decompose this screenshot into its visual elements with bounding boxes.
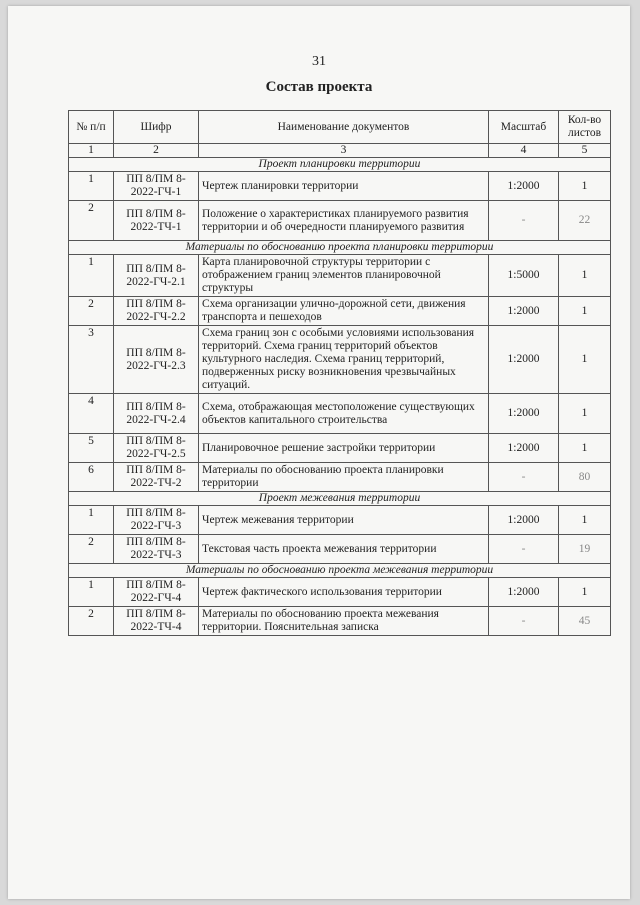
sheet-count: 22 [559, 201, 611, 241]
index-cell: 4 [489, 144, 559, 158]
sheet-count: 1 [559, 506, 611, 535]
sheet-count: 1 [559, 255, 611, 297]
section-title: Материалы по обоснованию проекта межевания территории [69, 564, 611, 578]
sheet-count: 45 [559, 607, 611, 636]
document-name: Текстовая часть проекта межевания территории [199, 535, 489, 564]
document-name: Схема организации улично-дорожной сети, движения транспорта и пешеходов [199, 297, 489, 326]
section-row [69, 564, 611, 578]
table-row [69, 578, 611, 607]
sheet-count: 1 [559, 394, 611, 434]
document-scale: 1:2000 [489, 172, 559, 201]
table-body [69, 144, 611, 636]
section-row [69, 492, 611, 506]
document-scale: 1:5000 [489, 255, 559, 297]
row-number: 1 [69, 578, 114, 607]
table-row [69, 297, 611, 326]
page-title: Состав проекта [265, 79, 373, 95]
row-number: 2 [69, 535, 114, 564]
sheet-count: 1 [559, 297, 611, 326]
header-count: Кол-во листов [559, 111, 611, 144]
row-number: 1 [69, 172, 114, 201]
document-name: Карта планировочной структуры территории с отображением границ элементов планировочной структуры [199, 255, 489, 297]
document-scale: 1:2000 [489, 297, 559, 326]
table-row [69, 201, 611, 241]
row-number: 1 [69, 255, 114, 297]
document-code: ПП 8/ПМ 8-2022-ГЧ-4 [114, 578, 199, 607]
section-row [69, 241, 611, 255]
document-name: Материалы по обоснованию проекта межевания территории. Пояснительная записка [199, 607, 489, 636]
column-index-row [69, 144, 611, 158]
table-row [69, 394, 611, 434]
index-cell: 5 [559, 144, 611, 158]
table-row [69, 535, 611, 564]
row-number: 5 [69, 434, 114, 463]
document-name: Положение о характеристиках планируемого развития территории и об очередности планируемого развития [199, 201, 489, 241]
table-row [69, 434, 611, 463]
header-code: Шифр [114, 111, 199, 144]
document-code: ПП 8/ПМ 8-2022-ГЧ-3 [114, 506, 199, 535]
header-num: № п/п [69, 111, 114, 144]
document-code: ПП 8/ПМ 8-2022-ТЧ-1 [114, 201, 199, 241]
page-number: 31 [312, 54, 326, 69]
row-number: 1 [69, 506, 114, 535]
section-row [69, 158, 611, 172]
index-cell: 2 [114, 144, 199, 158]
document-name: Чертеж планировки территории [199, 172, 489, 201]
table-row [69, 255, 611, 297]
row-number: 6 [69, 463, 114, 492]
document-code: ПП 8/ПМ 8-2022-ГЧ-2.4 [114, 394, 199, 434]
document-code: ПП 8/ПМ 8-2022-ТЧ-2 [114, 463, 199, 492]
sheet-count: 1 [559, 326, 611, 394]
index-cell: 3 [199, 144, 489, 158]
document-name: Чертеж фактического использования территории [199, 578, 489, 607]
header-name: Наименование документов [199, 111, 489, 144]
table-row [69, 463, 611, 492]
document-scale: - [489, 201, 559, 241]
table-header-row [69, 111, 611, 144]
document-name: Материалы по обоснованию проекта планировки территории [199, 463, 489, 492]
document-code: ПП 8/ПМ 8-2022-ТЧ-4 [114, 607, 199, 636]
sheet-count: 1 [559, 434, 611, 463]
document-scale: - [489, 463, 559, 492]
header-scale: Масштаб [489, 111, 559, 144]
document-scale: 1:2000 [489, 434, 559, 463]
document-code: ПП 8/ПМ 8-2022-ГЧ-2.2 [114, 297, 199, 326]
table-row [69, 506, 611, 535]
documents-table [68, 110, 611, 636]
document-code: ПП 8/ПМ 8-2022-ГЧ-1 [114, 172, 199, 201]
sheet-count: 1 [559, 172, 611, 201]
document-scale: 1:2000 [489, 578, 559, 607]
sheet-count: 1 [559, 578, 611, 607]
document-scale: - [489, 607, 559, 636]
row-number: 2 [69, 297, 114, 326]
sheet-count: 19 [559, 535, 611, 564]
document-name: Планировочное решение застройки территории [199, 434, 489, 463]
document-scale: 1:2000 [489, 394, 559, 434]
row-number: 2 [69, 201, 114, 241]
document-scale: - [489, 535, 559, 564]
row-number: 4 [69, 394, 114, 434]
document-code: ПП 8/ПМ 8-2022-ГЧ-2.1 [114, 255, 199, 297]
sheet-count: 80 [559, 463, 611, 492]
document-scale: 1:2000 [489, 506, 559, 535]
table-row [69, 172, 611, 201]
document-name: Схема границ зон с особыми условиями использования территорий. Схема границ территорий объектов культурного наследия. Схема границ территорий, подверженных риску возникновения чрезвычайных ситуаций. [199, 326, 489, 394]
document-page [8, 6, 630, 899]
section-title: Материалы по обоснованию проекта планировки территории [69, 241, 611, 255]
row-number: 3 [69, 326, 114, 394]
table-row [69, 607, 611, 636]
document-code: ПП 8/ПМ 8-2022-ГЧ-2.5 [114, 434, 199, 463]
document-name: Чертеж межевания территории [199, 506, 489, 535]
row-number: 2 [69, 607, 114, 636]
document-name: Схема, отображающая местоположение существующих объектов капитального строительства [199, 394, 489, 434]
index-cell: 1 [69, 144, 114, 158]
section-title: Проект межевания территории [69, 492, 611, 506]
document-code: ПП 8/ПМ 8-2022-ТЧ-3 [114, 535, 199, 564]
document-code: ПП 8/ПМ 8-2022-ГЧ-2.3 [114, 326, 199, 394]
table-row [69, 326, 611, 394]
document-scale: 1:2000 [489, 326, 559, 394]
section-title: Проект планировки территории [69, 158, 611, 172]
